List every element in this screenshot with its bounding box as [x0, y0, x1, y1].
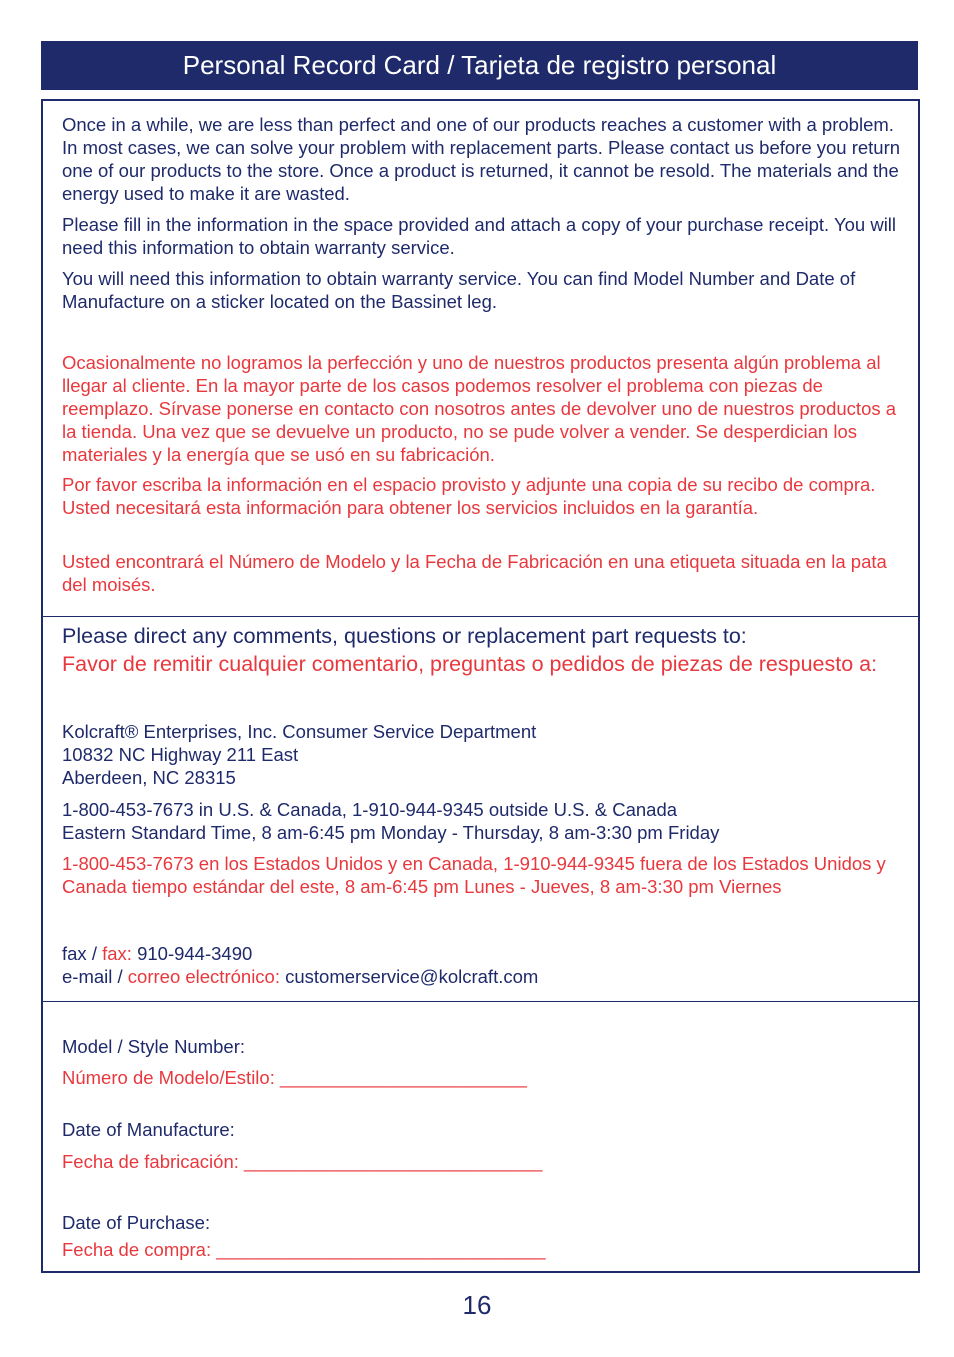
contact-heading-es: Favor de remitir cualquier comentario, preguntas o pedidos de piezas de respuesto a:	[62, 652, 878, 676]
purchase-date-label-en: Date of Purchase:	[62, 1212, 211, 1233]
contact-section	[41, 615, 920, 1002]
address-line-1: Kolcraft® Enterprises, Inc. Consumer Service Department	[62, 721, 537, 742]
phone-en-line-1: 1-800-453-7673 in U.S. & Canada, 1-910-944-9345 outside U.S. & Canada	[62, 799, 678, 820]
model-number-field[interactable]: Número de Modelo/Estilo: ________________________	[62, 1067, 527, 1088]
fax-label-es: fax:	[102, 943, 138, 964]
manufacture-date-field[interactable]: Fecha de fabricación: _____________________________	[62, 1151, 543, 1172]
email-address[interactable]: customerservice@kolcraft.com	[285, 966, 539, 987]
intro-section	[41, 99, 920, 617]
intro-es-paragraph-1: Ocasionalmente no logramos la perfección y uno de nuestros productos presenta algún problema al llegar al cliente. En la mayor parte de los casos podemos resolver el problema con piezas de reemplazo. Sírvase ponerse en contacto con nosotros antes de devolver uno de nuestros productos a la tienda. Una vez que se devuelve un producto, no se pude volver a vender. Se desperdician los materiales y la energía que se usó en su fabricación.	[62, 352, 897, 465]
page-title: Personal Record Card / Tarjeta de registro personal	[182, 50, 777, 80]
fax-line	[62, 942, 907, 965]
address-block	[62, 720, 907, 789]
contact-heading-en: Please direct any comments, questions or replacement part requests to:	[62, 624, 747, 648]
intro-en-paragraph-2: Please fill in the information in the space provided and attach a copy of your purchase receipt. You will need this information to obtain warranty service.	[62, 214, 897, 258]
email-label-es: correo electrónico:	[127, 966, 286, 987]
record-fields-section	[41, 1002, 920, 1273]
intro-en-paragraph-1: Once in a while, we are less than perfect and one of our products reaches a customer with a problem. In most cases, we can solve your problem with replacement parts. Please contact us before you return one of our products to the store. Once a product is returned, it cannot be resold. The materials and the energy used to make it are wasted.	[62, 114, 901, 204]
address-line-2: 10832 NC Highway 211 East	[62, 744, 299, 765]
phone-en-line-2: Eastern Standard Time, 8 am-6:45 pm Monday - Thursday, 8 am-3:30 pm Friday	[62, 822, 720, 843]
fax-label-en: fax /	[62, 943, 103, 964]
purchase-date-field[interactable]: Fecha de compra: ________________________________	[62, 1239, 546, 1260]
manufacture-date-label-en: Date of Manufacture:	[62, 1119, 235, 1140]
phone-en-block	[62, 798, 907, 844]
fax-number: 910-944-3490	[137, 943, 253, 964]
email-line	[62, 965, 907, 988]
intro-en-paragraph-3: You will need this information to obtain warranty service. You can find Model Number and Date of Manufacture on a sticker located on the Bassinet leg.	[62, 268, 856, 312]
page-number: 16	[462, 1290, 492, 1320]
phone-es: 1-800-453-7673 en los Estados Unidos y en Canada, 1-910-944-9345 fuera de los Estados Unidos y Canada tiempo estándar del este, 8 am-6:45 pm Lunes - Jueves, 8 am-3:30 pm Viernes	[62, 853, 886, 897]
page-header	[41, 41, 918, 90]
address-line-3: Aberdeen, NC 28315	[62, 767, 236, 788]
model-number-label-en: Model / Style Number:	[62, 1036, 246, 1057]
email-label-en: e-mail /	[62, 966, 128, 987]
intro-es-paragraph-3: Usted encontrará el Número de Modelo y la Fecha de Fabricación en una etiqueta situada en la pata del moisés.	[62, 551, 887, 595]
intro-es-paragraph-2: Por favor escriba la información en el espacio provisto y adjunte una copia de su recibo de compra. Usted necesitará esta información para obtener los servicios incluidos en la garantía.	[62, 474, 876, 518]
